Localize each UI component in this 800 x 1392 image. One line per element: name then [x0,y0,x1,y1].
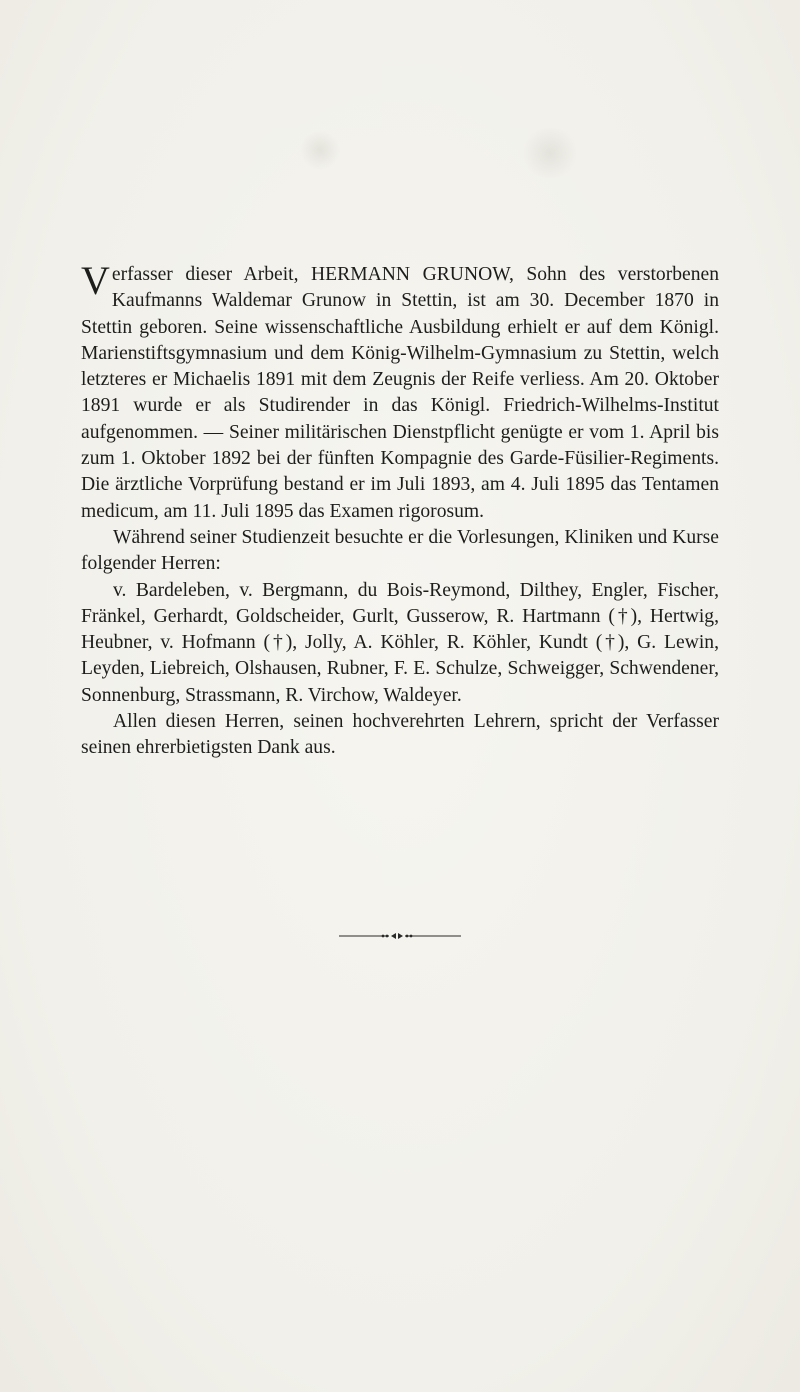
drop-cap-initial: V [81,258,110,303]
vita-paragraph-biography [81,258,719,525]
vita-text [81,258,719,762]
biography-text: erfasser dieser Arbeit, HERMANN GRUNOW, Sohn des verstorbenen Kaufmanns Waldemar Grunow in Stettin, ist am 30. December 1870 in Stettin geboren. Seine wissenschaftliche Ausbildung erhielt er auf dem Königl. Marienstiftsgymnasium und dem König-Wilhelm-Gymnasium zu Stettin, welch letzteres er Michaelis 1891 mit dem Zeugnis der Reife verliess. Am 20. Oktober 1891 wurde er als Studirender in das Königl. Friedrich-Wilhelms-Institut aufgenommen. — Seiner militärischen Dienstpflicht genügte er vom 1. April bis zum 1. Oktober 1892 bei der fünften Kompagnie des Garde-Füsilier-Regiments. Die ärztliche Vorprüfung bestand er im Juli 1893, am 4. Juli 1895 das Tentamen medicum, am 11. Juli 1895 das Examen rigorosum. [81,264,719,522]
section-end-ornament [339,932,461,940]
paper-smudge [520,128,580,178]
vita-paragraph-teachers-intro: Während seiner Studienzeit besuchte er die Vorlesungen, Kliniken und Kurse folgender Herren: [81,526,719,575]
vita-paragraph-teachers-list: v. Bardeleben, v. Bergmann, du Bois-Reymond, Dilthey, Engler, Fischer, Fränkel, Gerhardt, Goldscheider, Gurlt, Gusserow, R. Hartmann (†), Hertwig, Heubner, v. Hofmann (†), Jolly, A. Köhler, R. Köhler, Kundt (†), G. Lewin, Leyden, Liebreich, Olshausen, Rubner, F. E. Schulze, Schweigger, Schwendener, Sonnenburg, Strassmann, R. Virchow, Waldeyer. [81,579,719,706]
vita-paragraph-thanks: Allen diesen Herren, seinen hochverehrten Lehrern, spricht der Verfasser seinen ehrerbietigsten Dank aus. [81,711,719,759]
paper-smudge [300,130,340,170]
